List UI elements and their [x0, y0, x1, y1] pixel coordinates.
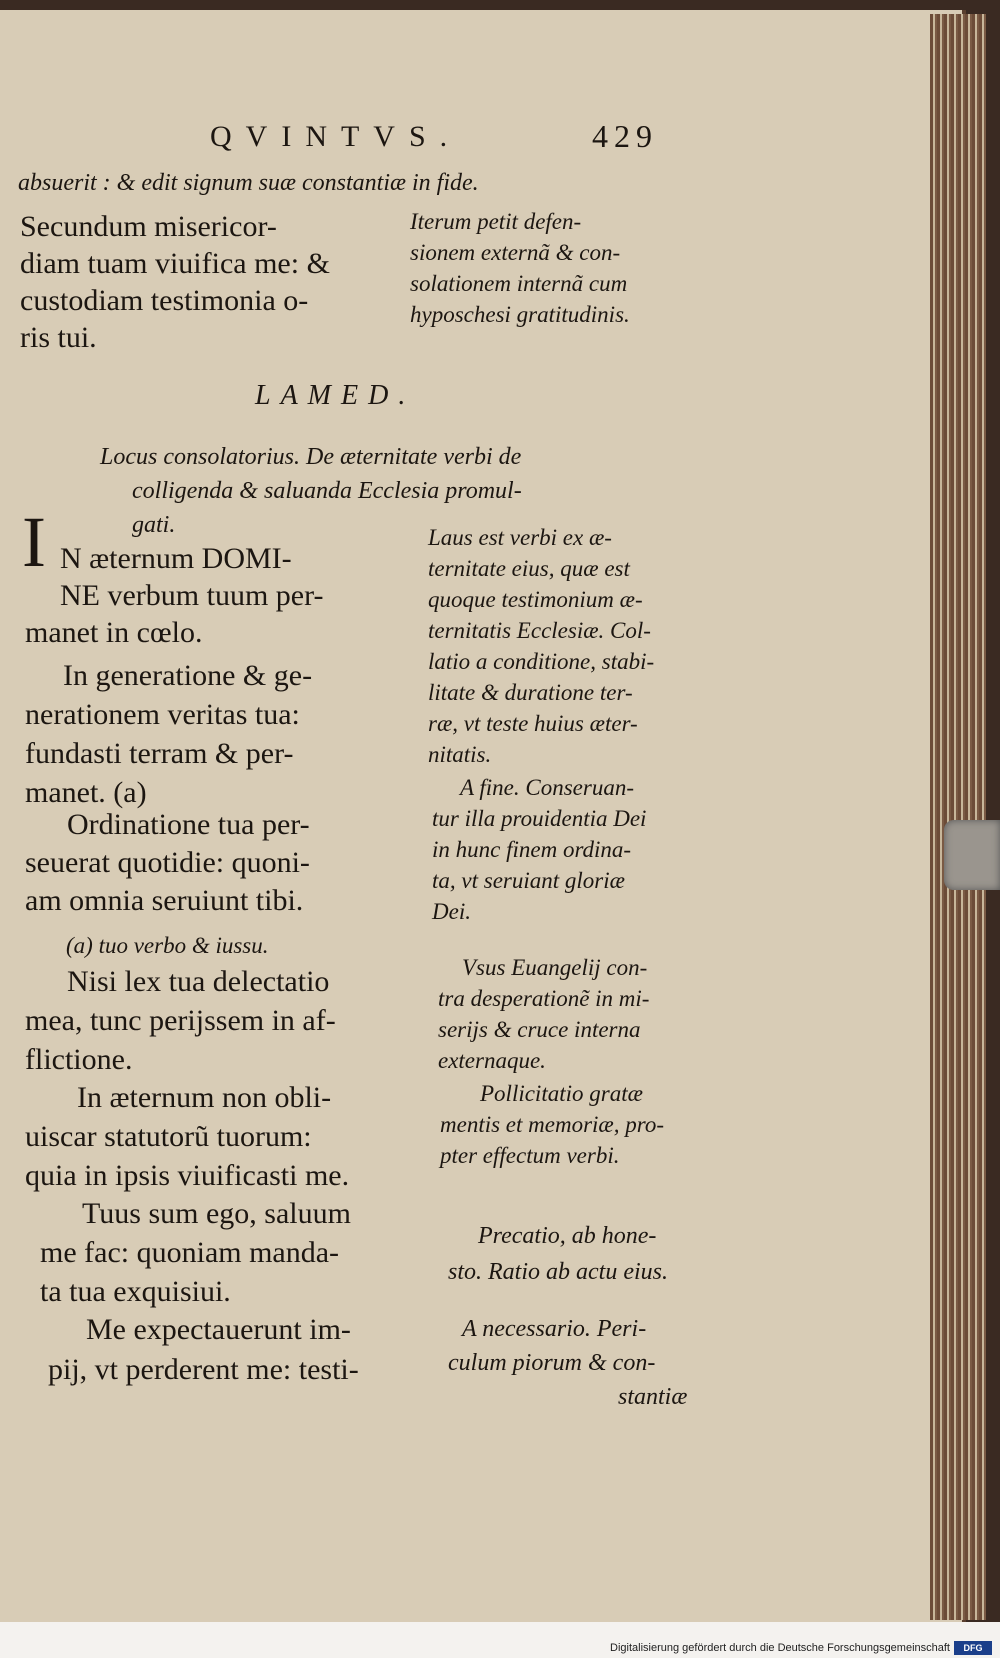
line: In generatione & ge- — [63, 659, 313, 692]
note-necessario — [448, 1312, 687, 1414]
line: Tuus sum ego, saluum — [82, 1197, 351, 1230]
line: nerationem veritas tua: — [25, 698, 300, 731]
page-number: 429 — [592, 118, 658, 154]
carryover-line: absuerit : & edit signum suæ constantiæ in fide. — [18, 170, 479, 196]
line: flictione. — [25, 1043, 133, 1076]
line: NE verbum tuum per- — [60, 579, 324, 612]
line: pter effectum verbi. — [440, 1143, 620, 1168]
line: ta tua exquisiui. — [40, 1275, 231, 1308]
line: uiscar statutorũ tuorum: — [25, 1120, 312, 1153]
line: ris tui. — [20, 321, 97, 354]
line: hyposchesi gratitudinis. — [410, 302, 630, 327]
verse-in-aeternum — [60, 540, 324, 614]
line: culum piorum & con- — [448, 1350, 656, 1376]
line: seuerat quotidie: quoni- — [25, 846, 310, 879]
line: litate & duratione ter- — [428, 680, 633, 705]
line: custodiam testimonia o- — [20, 284, 309, 317]
note-a-fine — [432, 772, 646, 927]
drop-capital: I — [22, 502, 46, 582]
line: ternitate eius, quæ est — [428, 556, 630, 581]
line: N æternum DOMI- — [60, 542, 292, 575]
line: Nisi lex tua delectatio — [67, 965, 330, 998]
line: stantiæ — [618, 1384, 688, 1410]
line: externaque. — [438, 1048, 546, 1073]
page-edges — [930, 14, 986, 1620]
line: nitatis. — [428, 742, 492, 767]
line: serijs & cruce interna — [438, 1017, 641, 1042]
line: tra desperationẽ in mi- — [438, 986, 650, 1011]
line: In æternum non obli- — [77, 1081, 332, 1114]
running-title: QVINTVS. — [210, 120, 462, 153]
note-iterum — [410, 206, 630, 330]
line: mentis et memoriæ, pro- — [440, 1112, 665, 1137]
verse-in-aeternum-non — [25, 1078, 349, 1195]
line: sto. Ratio ab actu eius. — [448, 1259, 668, 1285]
line: Me expectauerunt im- — [86, 1313, 351, 1346]
book-clasp — [944, 820, 1000, 890]
section-heading: LAMED. — [255, 380, 416, 411]
line: quoque testimonium æ- — [428, 587, 643, 612]
footnote-a: (a) tuo verbo & iussu. — [66, 933, 269, 958]
note-precatio — [448, 1218, 668, 1290]
verse-me-expectauerunt — [48, 1310, 359, 1390]
verse-tuus-sum — [40, 1194, 351, 1311]
dfg-logo: DFG — [954, 1641, 992, 1655]
line: me fac: quoniam manda- — [40, 1236, 340, 1269]
line: mea, tunc perijssem in af- — [25, 1004, 336, 1037]
line: Laus est verbi ex æ- — [428, 525, 612, 550]
note-usus — [438, 952, 649, 1076]
line: in hunc finem ordina- — [432, 837, 632, 862]
line: Secundum misericor- — [20, 210, 277, 243]
line: diam tuam viuifica me: & — [20, 247, 330, 280]
line: Ordinatione tua per- — [67, 808, 310, 841]
line: Pollicitatio gratæ — [480, 1081, 643, 1106]
line: manet. (a) — [25, 776, 147, 809]
verse-secundum — [20, 208, 330, 356]
verse-in-aeternum-end: manet in cœlo. — [25, 616, 203, 649]
verse-nisi-lex — [25, 962, 336, 1079]
note-pollicitatio — [440, 1078, 664, 1171]
line: ræ, vt teste huius æter- — [428, 711, 638, 736]
line: A fine. Conseruan- — [460, 775, 634, 800]
verse-ordinatione — [25, 806, 310, 920]
digitization-credit: Digitalisierung gefördert durch die Deutsche Forschungsgemeinschaft — [610, 1642, 950, 1654]
line: ternitatis Ecclesiæ. Col- — [428, 618, 651, 643]
line: am omnia seruiunt tibi. — [25, 884, 304, 917]
line: tur illa prouidentia Dei — [432, 806, 647, 831]
line: pij, vt perderent me: testi- — [48, 1353, 359, 1386]
note-laus — [428, 522, 654, 770]
line: quia in ipsis viuificasti me. — [25, 1159, 350, 1192]
line: gati. — [132, 512, 176, 538]
line: latio a conditione, stabi- — [428, 649, 655, 674]
line: Locus consolatorius. De æternitate verbi de — [100, 444, 522, 470]
line: colligenda & saluanda Ecclesia promul- — [132, 478, 522, 504]
line: Vsus Euangelij con- — [462, 955, 648, 980]
line: A necessario. Peri- — [462, 1316, 647, 1342]
line: solationem internã cum — [410, 271, 628, 296]
line: Dei. — [432, 899, 471, 924]
line: fundasti terram & per- — [25, 737, 294, 770]
line: Precatio, ab hone- — [478, 1223, 657, 1249]
line: ta, vt seruiant gloriæ — [432, 868, 625, 893]
line: sionem externã & con- — [410, 240, 621, 265]
verse-in-generatione — [25, 656, 312, 812]
line: Iterum petit defen- — [410, 209, 582, 234]
